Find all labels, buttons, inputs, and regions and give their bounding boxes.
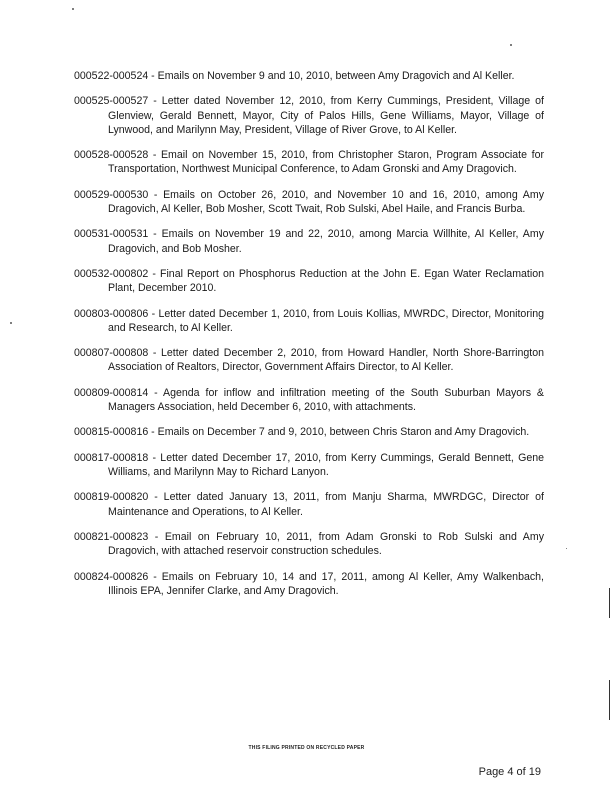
list-item: 000529-000530 - Emails on October 26, 2010, and November 10 and 16, 2010, among Amy Dragovich, Al Keller, Bob Mosher, Scott Twait, Rob Sulski, Abel Haile, and Francis Burba. (74, 188, 544, 215)
list-item: 000528-000528 - Email on November 15, 2010, from Christopher Staron, Program Associate for Transportation, Northwest Municipal Conference, to Adam Gronski and Amy Dragovich. (74, 149, 544, 176)
scan-speck (510, 44, 512, 46)
scan-speck (10, 322, 12, 324)
list-item: 000815-000816 - Emails on December 7 and 9, 2010, between Chris Staron and Amy Dragovich. (74, 426, 530, 439)
recycled-paper-note: THIS FILING PRINTED ON RECYCLED PAPER (248, 745, 365, 751)
list-item: 000821-000823 - Email on February 10, 2011, from Adam Gronski to Rob Sulski and Amy Dragovich, with attached reservoir construction schedules. (74, 530, 544, 558)
list-item: 000809-000814 - Agenda for inflow and infiltration meeting of the South Suburban Mayors & Managers Association, held December 6, 2010, with attachments. (74, 386, 544, 413)
scan-edge-mark (609, 588, 610, 618)
list-item: 000532-000802 - Final Report on Phosphorus Reduction at the John E. Egan Water Reclamation Plant, December 2010. (74, 267, 544, 295)
list-item: 000803-000806 - Letter dated December 1, 2010, from Louis Kollias, MWRDC, Director, Monitoring and Research, to Al Keller. (74, 307, 544, 334)
scan-speck (72, 8, 74, 10)
exhibit-list (74, 69, 544, 609)
list-item: 000525-000527 - Letter dated November 12, 2010, from Kerry Cummings, President, Village of Glenview, Gerald Bennett, Mayor, City of Palos Hills, Gene Williams, Mayor, Village of Lynwood, and Marilynn May, President, Village of River Grove, to Al Keller. (74, 95, 544, 136)
page-number: Page 4 of 19 (478, 766, 541, 778)
list-item: 000807-000808 - Letter dated December 2, 2010, from Howard Handler, North Shore-Barrington Association of Realtors, Director, Government Affairs Director, to Al Keller. (74, 347, 544, 374)
scan-edge-mark (609, 680, 610, 720)
list-item: 000531-000531 - Emails on November 19 and 22, 2010, among Marcia Willhite, Al Keller, Amy Dragovich, and Bob Mosher. (74, 228, 544, 255)
list-item: 000522-000524 - Emails on November 9 and 10, 2010, between Amy Dragovich and Al Keller. (74, 70, 515, 82)
list-item: 000817-000818 - Letter dated December 17, 2010, from Kerry Cummings, Gerald Bennett, Gene Williams, and Marilynn May to Richard Lanyon. (74, 451, 544, 478)
list-item: 000819-000820 - Letter dated January 13, 2011, from Manju Sharma, MWRDGC, Director of Maintenance and Operations, to Al Keller. (74, 491, 544, 518)
list-item: 000824-000826 - Emails on February 10, 14 and 17, 2011, among Al Keller, Amy Walkenbach, Illinois EPA, Jennifer Clarke, and Amy Dragovich. (74, 570, 544, 597)
scan-speck (566, 548, 567, 549)
